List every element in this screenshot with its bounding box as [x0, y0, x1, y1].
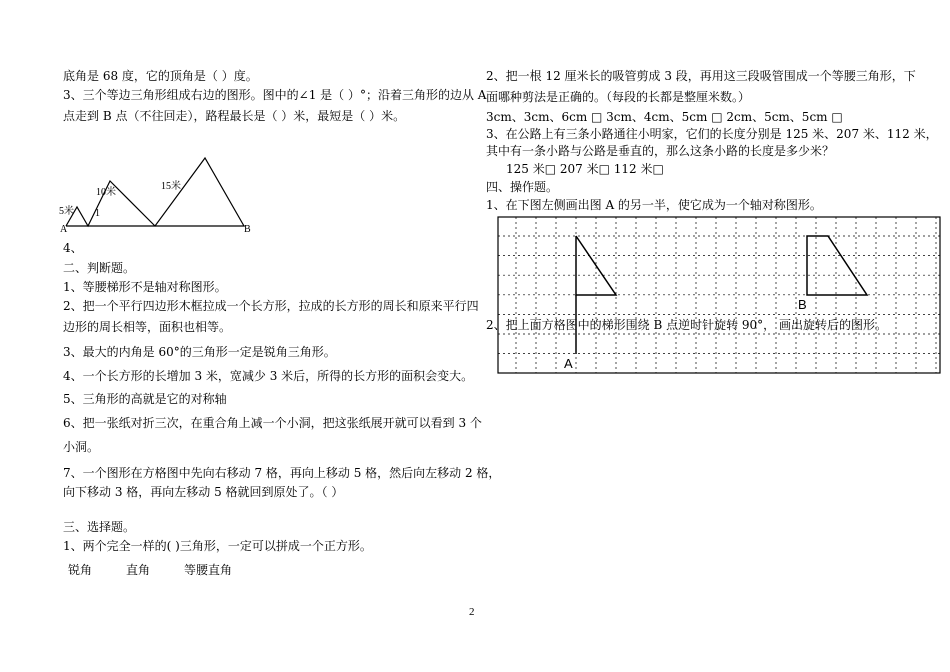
question-3-right: 3、在公路上有三条小路通往小明家，它们的长度分别是 125 米、207 米、112 米， — [486, 127, 938, 141]
judge-item: 4、一个长方形的长增加 3 米，宽减少 3 米后，所得的长方形的面积会变大。 — [63, 369, 474, 383]
angle-label-1: 1 — [95, 208, 100, 219]
answer-options: 3cm、3cm、6cm □ 3cm、4cm、5cm □ 2cm、5cm、5cm □ — [486, 110, 843, 124]
question-3: 3、三个等边三角形组成右边的图形。图中的∠1 是（ ）°；沿着三角形的边从 A — [63, 88, 487, 102]
section-heading-judge: 二、判断题。 — [63, 261, 136, 275]
question-2-cont: 面哪种剪法是正确的。（每段的长都是整厘米数。） — [486, 90, 751, 104]
question-3-right-cont: 其中有一条小路与公路是垂直的，那么这条小路的长度是多少米？ — [486, 144, 835, 158]
question-2: 2、把一根 12 厘米长的吸管剪成 3 段，再用这三段吸管围成一个等腰三角形，下 — [486, 69, 916, 83]
judge-item: 5、三角形的高就是它的对称轴 — [63, 392, 227, 406]
judge-item-cont: 边形的周长相等，面积也相等。 — [63, 320, 232, 334]
point-label-b: B — [244, 224, 251, 235]
choice-option: 直角 — [126, 563, 151, 577]
side-label-5m: 5米 — [59, 206, 74, 217]
judge-item: 7、一个图形在方格图中先向右移动 7 格，再向上移动 5 格，然后向左移动 2 格， — [63, 466, 501, 480]
text-line: 底角是 68 度，它的顶角是（ ）度。 — [63, 69, 258, 83]
choice-question: 1、两个完全一样的( )三角形，一定可以拼成一个正方形。 — [63, 539, 372, 553]
section-heading-choice: 三、选择题。 — [63, 520, 136, 534]
side-label-10m: 10米 — [96, 187, 116, 198]
question-4: 4、 — [63, 241, 83, 255]
judge-item-cont: 小洞。 — [63, 440, 100, 454]
grid-label-a: A — [564, 356, 573, 371]
judge-item: 6、把一张纸对折三次，在重合角上减一个小洞，把这张纸展开就可以看到 3 个 — [63, 416, 482, 430]
section-heading-operation: 四、操作题。 — [486, 180, 559, 194]
page-number: 2 — [469, 606, 475, 618]
side-label-15m: 15米 — [161, 181, 181, 192]
grid-figure — [496, 214, 946, 376]
judge-item: 3、最大的内角是 60°的三角形一定是锐角三角形。 — [63, 345, 336, 359]
text-line: 点走到 B 点（不往回走），路程最长是（ ）米，最短是（ ）米。 — [63, 109, 406, 123]
point-label-a: A — [60, 224, 68, 235]
judge-item: 2、把一个平行四边形木框拉成一个长方形，拉成的长方形的周长和原来平行四 — [63, 299, 479, 313]
answer-options: 125 米□ 207 米□ 112 米□ — [506, 162, 664, 176]
operation-item-1: 1、在下图左侧画出图 A 的另一半，使它成为一个轴对称图形。 — [486, 198, 822, 212]
judge-item-cont: 向下移动 3 格，再向左移动 5 格就回到原处了。（ ） — [63, 485, 344, 499]
grid-label-b: B — [798, 297, 807, 312]
half-shape-a — [576, 236, 616, 295]
trapezoid-b — [807, 236, 867, 295]
choice-option: 锐角 — [68, 563, 93, 577]
operation-item-2: 2、把上面方格图中的梯形围绕 B 点逆时针旋转 90°， 画出旋转后的图形。 — [486, 318, 887, 332]
judge-item: 1、等腰梯形不是轴对称图形。 — [63, 280, 227, 294]
choice-option: 等腰直角 — [184, 563, 233, 577]
triangles-figure — [55, 150, 270, 235]
